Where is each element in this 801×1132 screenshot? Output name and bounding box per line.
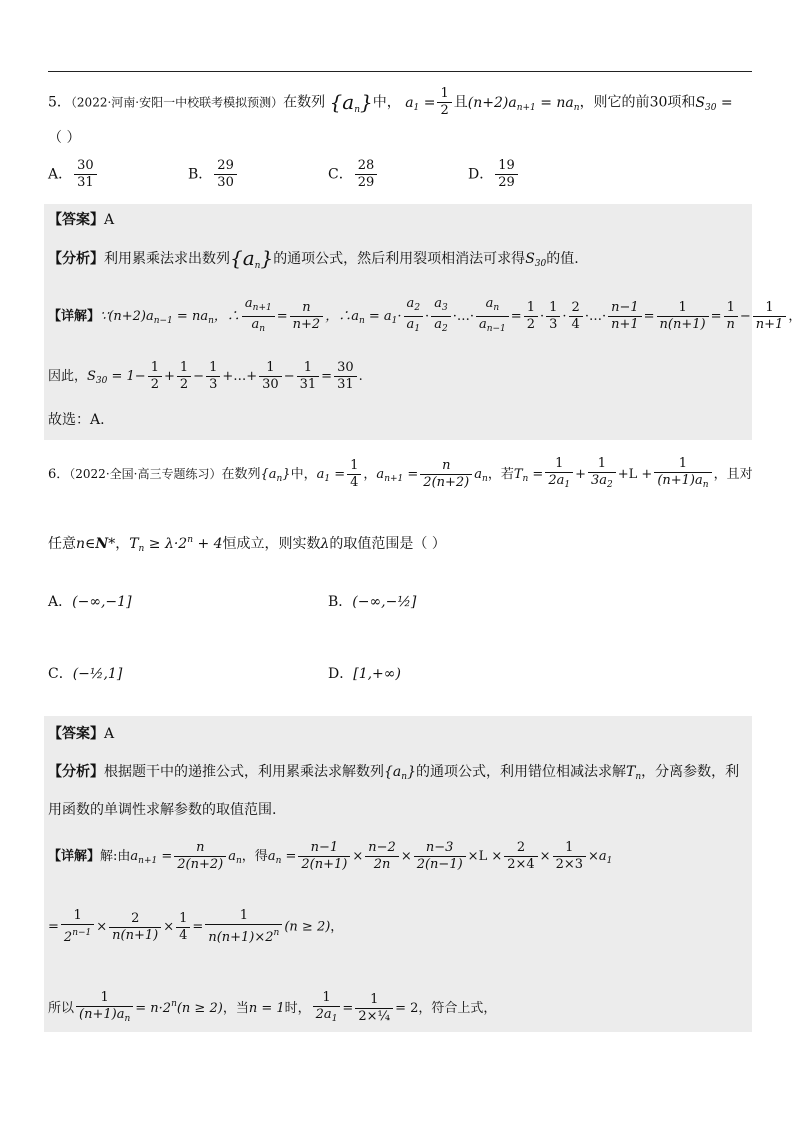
q5-detail: 【详解】$\because(n+2)a_{n-1} = na_n$，∴ $\frac{a_{n+1}}{a_n}$ = $\frac{n}{n+2}$ ，$\therefore a_n = a_1\cdot$ $\frac{a_2}{a_1}$ · $\frac{a_3}{a_2}$ ·…· $\frac{a_n}{a_{n-1}}$ = $\frac{1}{2}$ · $\frac{1}{3}$ · $\frac{2}{4}$ ·…· $\frac{n-1}{n+1}$ = $\frac{1}{n(n+1)}$ = $\frac{1}{n}$ − $\frac{1}{n+1}$ ， [48, 296, 801, 337]
formula: $\frac{1}{3a_2}$ [588, 456, 616, 493]
formula: $\frac{1}{(n+1)a_n}$ [76, 990, 133, 1027]
q6-option-c[interactable] [48, 664, 122, 684]
formula: $\frac{1}{2}$ [177, 360, 191, 393]
formula: $\frac{1}{\text{2×¼}}$ [355, 992, 393, 1025]
q5-stem [48, 86, 733, 120]
analysis-text: 的值. [546, 251, 579, 267]
formula: $\frac{a_{n+1}}{a_n}$ [242, 296, 275, 337]
frac-num: 30 [74, 158, 97, 175]
q5-stem-text: 且 [453, 94, 468, 111]
option-label: D． [328, 666, 354, 682]
q5-option-a[interactable] [48, 158, 99, 191]
analysis-text: 利用累乘法求出数列 [104, 251, 230, 267]
q6-detail: 【详解】解:由$a_{n+1}$ = $\frac{n}{2(n+2)}$ $a_n$，得$a_n$ = $\frac{n-1}{2(n+1)}$ × $\frac{n-2}{2n}$ × $\frac{n-3}{2(n-1)}$ ×L × $\frac{2}{2\times 4}$ × $\frac{1}{2\times 3}$ $\times a_1$ [48, 840, 613, 872]
formula: $\frac{n-2}{2n}$ [365, 840, 399, 873]
q6-source: （2022·全国·高三专题练习） [69, 467, 222, 481]
q6-analysis [48, 762, 739, 787]
formula: $\frac{1}{2\times 3}$ [553, 840, 586, 873]
detail-text: 解:由 [100, 849, 131, 864]
option-label: D． [468, 166, 494, 183]
formula: $a_{n+1}$ = [376, 467, 419, 484]
formula: $\frac{2}{4}$ [569, 300, 583, 333]
option-frac [355, 158, 378, 191]
formula: $\frac{2}{n(n+1)}$ [109, 911, 161, 944]
analysis-tag: 【分析】 [48, 251, 104, 267]
detail-text: ，当 [222, 1001, 249, 1016]
formula: $\frac{1}{31}$ [297, 360, 320, 393]
answer-value: A [104, 212, 115, 228]
detail-text: ，得 [241, 849, 268, 864]
formula: $\frac{1}{n(n+1)\times 2^n}$ [205, 908, 282, 946]
seq-an: $\{a_n\}$ [260, 467, 291, 484]
analysis-text: 的通项公式，利用错位相减法求解 [415, 764, 626, 780]
q5-analysis [48, 248, 579, 276]
q5-option-c[interactable] [328, 158, 379, 191]
frac-den: 31 [77, 175, 94, 190]
q5-stem-text: ，则它的前 [579, 94, 650, 111]
option-label: B． [328, 594, 353, 610]
formula: $\times a_1$ [588, 849, 613, 866]
q6-detail-line3: 所以 $\frac{1}{(n+1)a_n}$ = $n\cdot 2^n(n \ge 2)$，当n = 1时， $\frac{1}{2a_1}$ = $\frac{1}{\text{2×¼}}$ = 2，符合上式， [48, 990, 496, 1027]
s30: $S_{30}$ [525, 251, 547, 269]
q5-stem-text: 在数列 [283, 94, 326, 111]
option-frac [214, 158, 237, 191]
tn: $T_n$ [625, 764, 642, 782]
formula: $\frac{a_n}{a_{n-1}}$ [476, 296, 509, 337]
seq-an: $\{a_n\}$ [384, 764, 416, 782]
formula: = $n\cdot 2^n(n \ge 2)$ [135, 999, 223, 1016]
q6-stem: 6．（2022·全国·高三专题练习）在数列$\{a_n\}$中，$a_1$ = $\frac{1}{4}$ ，$a_{n+1}$ = $\frac{n}{2(n+2)}$ $a_n$，若$T_n$ = $\frac{1}{2a_1}$ + $\frac{1}{3a_2}$ +L + $\frac{1}{(n+1)a_n}$ ，且对 [48, 456, 753, 493]
q6-option-d[interactable] [328, 664, 401, 684]
formula: $\frac{a_3}{a_2}$ [431, 296, 451, 337]
formula: $\frac{30}{31}$ [334, 360, 357, 393]
q5-option-d[interactable] [468, 158, 520, 191]
q6-answer [48, 724, 114, 744]
q6-stem-line2: 任意n∈N*，$T_n \ge \lambda\cdot 2^n + 4$恒成立，则实数λ的取值范围是（ ） [48, 535, 446, 554]
formula: $T_n$ = [513, 467, 544, 484]
formula: $\frac{1}{2}$ [524, 300, 538, 333]
therefore-label: 因此， [48, 369, 88, 384]
option-text: (−½,1] [72, 666, 123, 682]
q6-stem-text: 在数列 [221, 467, 261, 482]
analysis-text: 的通项公式，然后利用裂项相消法可求得 [273, 251, 526, 267]
q6-analysis-line2: 用函数的单调性求解参数的取值范围. [48, 802, 277, 818]
detail-text: ，符合上式， [418, 1001, 497, 1016]
q6-stem-text: ，若 [487, 467, 514, 482]
formula: $\frac{n}{n+2}$ [290, 300, 324, 333]
formula: $\frac{1}{4}$ [176, 911, 190, 944]
q6-stem-text: 任意 [48, 536, 76, 552]
formula: $\frac{a_2}{a_1}$ [404, 296, 424, 337]
formula: $\frac{1}{2a_1}$ [313, 990, 341, 1027]
q5-stem-text: 项和 [667, 94, 696, 111]
formula: $\frac{2}{2\times 4}$ [504, 840, 537, 873]
detail-tag: 【详解】 [48, 309, 101, 324]
formula: $S_{30} = 1-$ [87, 369, 146, 386]
option-text: (−∞,−1] [72, 594, 132, 610]
formula: $T_n \ge \lambda\cdot 2^n + 4$ [129, 535, 223, 554]
q5-n30: 30 [649, 94, 668, 111]
formula: $\frac{n-3}{2(n-1)}$ [414, 840, 466, 873]
answer-value: A [104, 726, 115, 742]
q5-stem-text: 中， [372, 94, 401, 111]
option-label: B． [188, 166, 213, 183]
frac-num: 28 [355, 158, 378, 175]
q6-option-b[interactable] [328, 592, 416, 612]
formula: $\frac{1}{2^{n-1}}$ [61, 908, 94, 946]
q5-paren: （ ） [48, 130, 81, 146]
formula: $\frac{1}{4}$ [347, 458, 361, 491]
q5-frac-half: $\frac{1}{2}$ [437, 86, 451, 119]
analysis-text: ，分离参数，利 [641, 764, 740, 780]
analysis-tag: 【分析】 [48, 764, 104, 780]
seq-an: $\{a_n\}$ [230, 246, 274, 271]
option-text: (−∞,−½] [352, 594, 417, 610]
q5-therefore: 因此，$S_{30} = 1-$ $\frac{1}{2}$ + $\frac{1}{2}$ − $\frac{1}{3}$ +…+ $\frac{1}{30}$ − $\frac{1}{31}$ = $\frac{30}{31}$ . [48, 360, 363, 392]
formula: $a_n$ [228, 849, 242, 866]
formula: $\frac{n-1}{2(n+1)}$ [298, 840, 350, 873]
lambda: λ [320, 536, 330, 552]
formula: n = 1 [248, 1001, 285, 1016]
formula: $\because(n+2)a_{n-1} = na_n$，∴ [100, 309, 240, 326]
q5-s30: $S_{30}$ = [695, 94, 733, 113]
formula: $\frac{1}{(n+1)a_n}$ [654, 456, 711, 493]
formula: $\frac{1}{n}$ [724, 300, 738, 333]
formula: $a_1$ = [316, 467, 346, 484]
q5-answer [48, 210, 114, 230]
formula: ，$\therefore a_n = a_1\cdot$ [325, 309, 402, 326]
analysis-text: 根据题干中的递推公式，利用累乘法求解数列 [104, 764, 384, 780]
formula: $\frac{n}{2(n+2)}$ [420, 458, 472, 491]
formula: $\frac{1}{n+1}$ [753, 300, 787, 333]
frac-den: 29 [357, 175, 375, 190]
detail-text: 所以 [48, 1001, 75, 1016]
q5-choose: 故选：A. [48, 412, 105, 428]
detail-tag: 【详解】 [48, 849, 101, 864]
detail-text: 时， [284, 1001, 311, 1016]
answer-tag: 【答案】 [48, 726, 104, 742]
formula: $\frac{1}{n(n+1)}$ [657, 300, 709, 333]
q6-stem-text: 的取值范围是（ ） [329, 536, 446, 552]
q6-option-a[interactable] [48, 592, 132, 612]
formula: $a_{n+1}$ = [130, 849, 173, 866]
formula: $\frac{1}{30}$ [259, 360, 282, 393]
frac-den: 30 [217, 175, 234, 190]
option-text: [1,+∞) [353, 666, 401, 682]
formula: (n ≥ 2) [284, 919, 331, 935]
q6-detail-line2: = $\frac{1}{2^{n-1}}$ × $\frac{2}{n(n+1)}$ × $\frac{1}{4}$ = $\frac{1}{n(n+1)\times 2^n}$ (n ≥ 2)， [48, 908, 344, 945]
formula: $a_n$ = [267, 849, 297, 866]
q6-stem-text: 中， [290, 467, 317, 482]
formula: n∈N* [76, 536, 116, 552]
option-label: C． [48, 666, 73, 682]
q5-a1: $a_1$ = [405, 94, 436, 113]
seq-an: $\{a_n\}$ [329, 89, 373, 115]
option-label: C． [328, 166, 353, 183]
formula: $\frac{1}{3}$ [206, 360, 220, 393]
option-label: A． [48, 166, 73, 183]
formula: $\frac{1}{2a_1}$ [545, 456, 573, 493]
formula: $\frac{n}{2(n+2)}$ [174, 840, 226, 873]
formula: $\frac{1}{3}$ [546, 300, 560, 333]
formula: = [48, 919, 59, 935]
option-label: A． [48, 594, 73, 610]
answer-tag: 【答案】 [48, 212, 104, 228]
q6-stem-text: ，且对 [713, 467, 753, 482]
q5-source: （2022·河南·安阳一中校联考模拟预测） [70, 95, 284, 110]
q6-stem-text: 恒成立，则实数 [222, 536, 321, 552]
formula: $\frac{n-1}{n+1}$ [608, 300, 642, 333]
option-frac [495, 158, 518, 191]
q6-number: 6． [48, 467, 70, 482]
top-rule [48, 71, 752, 72]
formula: = [276, 309, 288, 324]
option-frac [74, 158, 97, 191]
q5-number: 5． [48, 94, 71, 111]
frac-num: 29 [214, 158, 237, 175]
formula: $\frac{1}{2}$ [148, 360, 162, 393]
q5-recurrence: $(n+2)a_{n+1} = na_n$ [467, 94, 580, 113]
frac-den: 29 [498, 175, 515, 190]
formula: $a_n$ [474, 467, 488, 484]
q5-option-b[interactable] [188, 158, 239, 191]
frac-num: 19 [495, 158, 518, 175]
